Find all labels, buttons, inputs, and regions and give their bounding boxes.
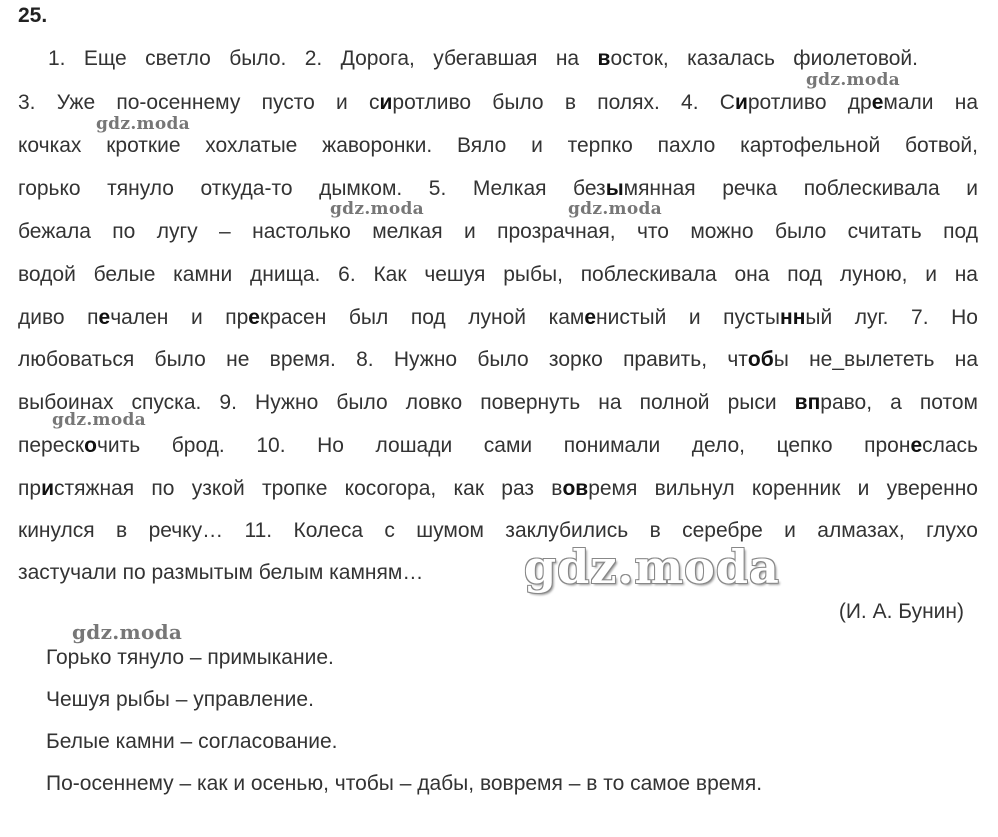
author-attribution: (И. А. Бунин) (838, 600, 964, 623)
watermark: gdz.moda (806, 70, 900, 90)
answer-line: По-осеннему – как и осенью, чтобы – дабы, вовремя – в то самое время. (46, 772, 763, 795)
text-line: горько тянуло откуда-то дымком. 5. Мелкая безымянная речка поблескивала и (18, 177, 978, 200)
highlighted-letter: и (734, 91, 748, 114)
answer-line: Горько тянуло – примыкание. (46, 646, 334, 669)
highlighted-letter: вп (794, 391, 821, 414)
text-line: 3. Уже по-осеннему пусто и сиротливо было в полях. 4. Сиротливо дремали на (18, 91, 979, 114)
text-line: кинулся в речку… 11. Колеса с шумом заклубились в серебре и алмазах, глухо (18, 519, 978, 542)
watermark: gdz.moda (330, 199, 424, 219)
highlighted-letter: е (248, 306, 260, 329)
highlighted-letter: нн (780, 306, 806, 329)
text-line: 1. Еще светло было. 2. Дорога, убегавшая на восток, казалась фиолетовой. (48, 47, 918, 70)
text-line: выбоинах спуска. 9. Нужно было ловко повернуть на полной рыси вправо, а потом (18, 391, 978, 414)
highlighted-letter: е (98, 306, 111, 329)
watermark-large: gdz.moda (524, 540, 780, 594)
watermark: gdz.moda (96, 114, 190, 134)
text-line: перескочить брод. 10. Но лошади сами понимали дело, цепко пронеслась (18, 434, 978, 457)
highlighted-letter: о (84, 434, 97, 457)
highlighted-letter: и (379, 91, 393, 114)
highlighted-letter: об (747, 348, 774, 371)
answer-line: Чешуя рыбы – управление. (46, 688, 314, 711)
watermark: gdz.moda (52, 410, 146, 430)
highlighted-letter: е (910, 434, 923, 457)
highlighted-letter: ов (562, 477, 589, 500)
text-line: пристяжная по узкой тропке косогора, как раз вовремя вильнул коренник и уверенно (18, 477, 978, 500)
highlighted-letter: е (871, 91, 884, 114)
text-line: водой белые камни днища. 6. Как чешуя рыбы, поблескивала она под луною, и на (18, 263, 978, 286)
text-line: бежала по лугу – настолько мелкая и прозрачная, что можно было считать под (18, 220, 978, 243)
text-line: любоваться было не время. 8. Нужно было зорко править, чтобы не_вылететь на (18, 348, 978, 371)
exercise-number: 25. (18, 4, 48, 27)
highlighted-letter: ы (605, 177, 624, 200)
highlighted-letter: в (597, 47, 611, 70)
text-line: застучали по размытым белым камням… (18, 561, 424, 584)
text-line: кочках кроткие хохлатые жаворонки. Вяло и терпко пахло картофельной ботвой, (18, 134, 978, 157)
text-line: диво печален и прекрасен был под луной каменистый и пустынный луг. 7. Но (18, 306, 978, 329)
highlighted-letter: е (584, 306, 597, 329)
watermark: gdz.moda (568, 199, 662, 219)
highlighted-letter: и (41, 477, 54, 500)
watermark: gdz.moda (72, 620, 183, 644)
answer-line: Белые камни – согласование. (46, 730, 338, 753)
